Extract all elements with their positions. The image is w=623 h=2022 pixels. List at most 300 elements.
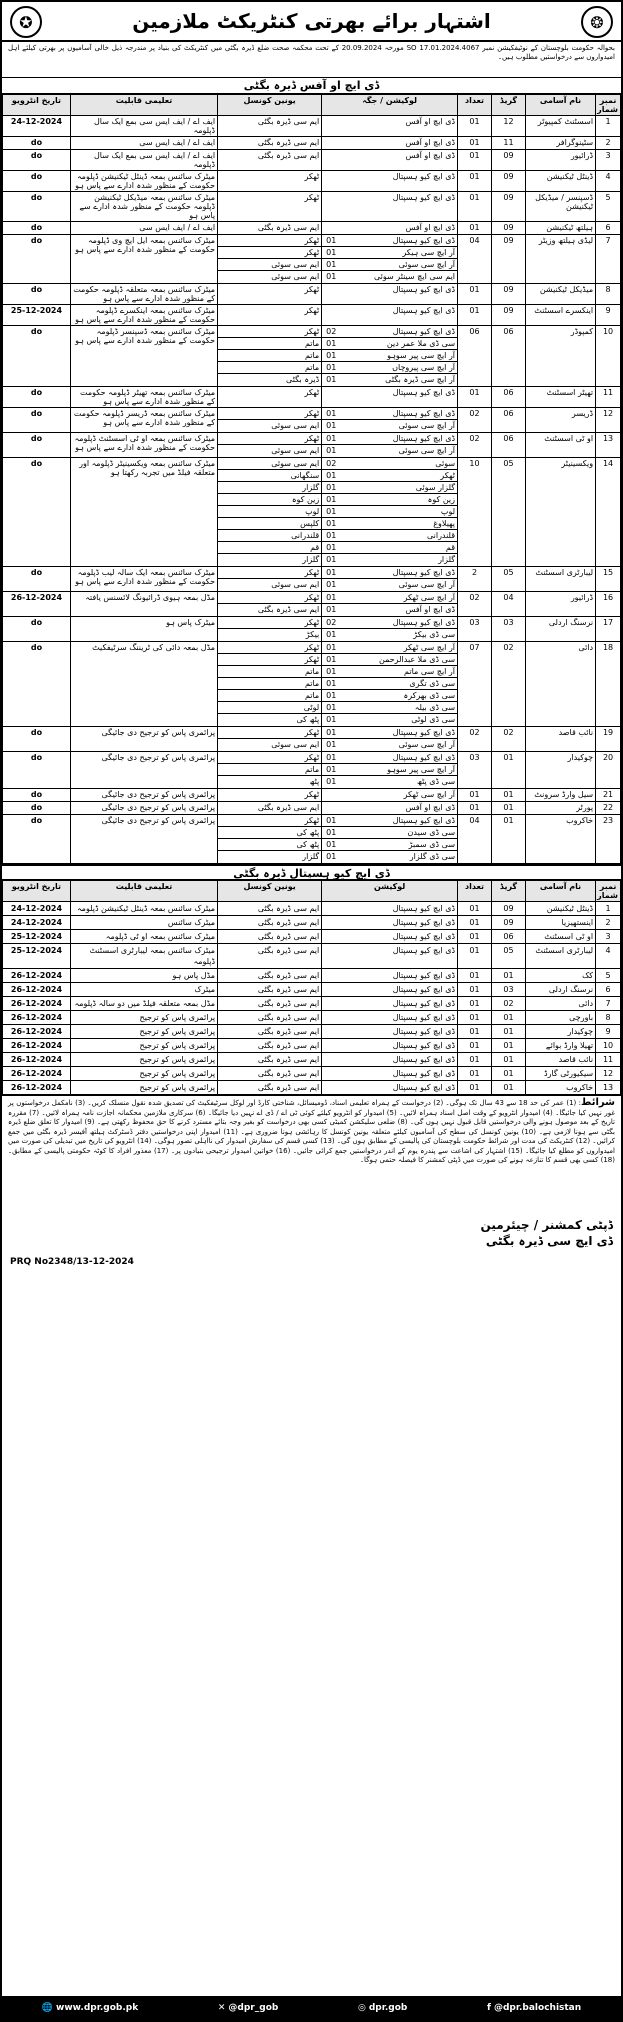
row-post: اینکسرے اسسٹنٹ [525, 305, 595, 326]
location-entry [322, 530, 457, 542]
row-date: 26-12-2024 [3, 997, 71, 1011]
row-post: سیکیورٹی گارڈ [525, 1067, 595, 1081]
location-entry [322, 739, 457, 751]
table-row [3, 387, 621, 408]
location-count: 01 [326, 643, 337, 652]
location-count [322, 284, 340, 296]
header-qualification: تعلیمی قابلیت [70, 881, 217, 902]
quota-entry: قلندرانی [218, 530, 321, 542]
row-locations [322, 752, 458, 789]
row-grade: 09 [491, 192, 525, 222]
location-count [322, 789, 340, 801]
row-quotas [218, 592, 322, 617]
location-entry [322, 374, 457, 386]
row-location: ڈی ایچ کیو ہسپتال [322, 983, 458, 997]
quota-entry: ایم سی سوئی [271, 580, 320, 589]
location-name: آر ایچ سی سوئی [398, 446, 456, 455]
location-entry [322, 666, 457, 678]
location-entry [322, 764, 457, 776]
quota-entry: ٹھکر [218, 727, 321, 739]
location-count: 01 [326, 409, 337, 418]
location-name: ڈی ایچ او آفس [405, 151, 456, 160]
location-name: ڈی ایچ کیو ہسپتال [392, 388, 456, 397]
row-grade: 06 [491, 433, 525, 458]
quota-entry: ٹھکر [304, 388, 320, 397]
row-post: نائب قاصد [525, 727, 595, 752]
footer-facebook[interactable] [487, 2003, 581, 2013]
row-location: ڈی ایچ کیو ہسپتال [322, 1025, 458, 1039]
row-count: 04 [458, 235, 492, 284]
row-post: نرسنگ اردلی [525, 617, 595, 642]
header-date: تاریخ انٹرویو [3, 95, 71, 116]
row-count: 01 [458, 1011, 492, 1025]
row-grade: 09 [491, 222, 525, 235]
row-qualification: ایف اے / ایف ایس سی بمع ایک سال ڈپلومہ [70, 116, 217, 137]
row-quotas [218, 305, 322, 326]
row-count: 04 [458, 815, 492, 864]
location-count [322, 802, 340, 814]
location-name: ڈی ایچ کیو ہسپتال [392, 434, 456, 443]
row-grade: 01 [491, 969, 525, 983]
header-quota: یونین کونسل [218, 881, 322, 902]
location-name: ڈی ایچ او آفس [405, 223, 456, 232]
row-grade: 01 [491, 1053, 525, 1067]
row-grade: 09 [491, 171, 525, 192]
row-grade: 06 [491, 326, 525, 387]
row-quota: ایم سی ڈیرہ بگٹی [218, 1067, 322, 1081]
location-count: 01 [326, 531, 337, 540]
row-sn: 8 [596, 1011, 621, 1025]
location-name: ڈی ایچ کیو ہسپتال [392, 193, 456, 202]
location-entry [322, 326, 457, 338]
table-row [3, 1053, 621, 1067]
row-location: ڈی ایچ کیو ہسپتال [322, 944, 458, 969]
row-sn: 4 [596, 171, 621, 192]
instagram-icon: ◎ [357, 2003, 366, 2013]
location-name: سی ڈی سیدن [407, 828, 456, 837]
row-qualification: پرائمری پاس کو ترجیح [70, 1039, 217, 1053]
location-count [322, 305, 340, 317]
quota-entry: ٹھکر [218, 815, 321, 827]
row-grade: 09 [491, 902, 525, 916]
location-name: آر ایچ سی ماتم [404, 667, 456, 676]
row-quota: ایم سی ڈیرہ بگٹی [218, 983, 322, 997]
location-name: گلزار سوئی [415, 483, 456, 492]
location-count [322, 137, 340, 149]
row-count: 01 [458, 944, 492, 969]
row-qualification: میٹرک سائنس بمعہ لیبارٹری اسسٹنٹ ڈپلومہ [70, 944, 217, 969]
row-post: کمپوڈر [525, 326, 595, 387]
row-sn: 6 [596, 983, 621, 997]
location-entry [322, 752, 457, 764]
location-count: 01 [326, 339, 337, 348]
table-row [3, 1081, 621, 1095]
quota-entry: ایم سی ڈیرہ بگٹی [257, 605, 320, 614]
row-count: 07 [458, 642, 492, 727]
location-count: 01 [326, 715, 337, 724]
row-qualification: میٹرک سائنس [70, 916, 217, 930]
prq-number: PRQ No2348/13-12-2024 [10, 1257, 134, 1267]
twitter-icon: ✕ [217, 2003, 226, 2013]
location-name: ٹھکر [440, 471, 456, 480]
location-entry [322, 470, 457, 482]
location-count: 01 [326, 495, 337, 504]
row-date: 26-12-2024 [3, 1053, 71, 1067]
row-date: 26-12-2024 [3, 1025, 71, 1039]
row-count: 01 [458, 192, 492, 222]
row-count: 02 [458, 433, 492, 458]
location-name: ڈی ایچ کیو ہسپتال [392, 327, 456, 336]
header [2, 2, 621, 42]
row-sn: 2 [596, 137, 621, 150]
location-count: 01 [326, 765, 337, 774]
row-qualification: میٹرک [70, 983, 217, 997]
row-post: چوکیدار [525, 1025, 595, 1039]
row-post: چوکیدار [525, 752, 595, 789]
row-date: do [3, 458, 71, 567]
row-location: ڈی ایچ کیو ہسپتال [322, 916, 458, 930]
location-entry [322, 567, 457, 579]
location-entry [322, 433, 457, 445]
row-post: خاکروب [525, 1081, 595, 1095]
location-count: 01 [326, 679, 337, 688]
header-post: نام آسامی [525, 881, 595, 902]
location-count: 02 [326, 618, 337, 627]
row-qualification: میٹرک سائنس بمعہ تھیٹر ڈپلومہ حکومت کے منظور شدہ ادارے سے پاس ہو [70, 387, 217, 408]
location-name: قم [445, 543, 456, 552]
row-qualification: پرائمری پاس کو ترجیح دی جائیگی [70, 815, 217, 864]
row-qualification: پرائمری پاس کو ترجیح دی جائیگی [70, 752, 217, 789]
row-date: do [3, 192, 71, 222]
quota-entry: ٹھکر [218, 617, 321, 629]
row-count: 01 [458, 1053, 492, 1067]
location-entry [322, 654, 457, 666]
footer-instagram[interactable] [358, 2003, 407, 2013]
table-row [3, 235, 621, 284]
location-entry [322, 678, 457, 690]
dhq-jobs-table [2, 880, 621, 1095]
table-row [3, 284, 621, 305]
row-date: 24-12-2024 [3, 916, 71, 930]
location-count: 01 [326, 605, 337, 614]
location-entry [322, 542, 457, 554]
location-entry [322, 137, 457, 149]
row-quotas [218, 222, 322, 235]
location-name: سی ڈی سمبڑ [408, 840, 456, 849]
location-name: سی ڈی لوٹی [411, 715, 456, 724]
quota-entry: ایم سی سوئی [218, 259, 321, 271]
location-name: سی ڈی ملا عمر دین [386, 339, 456, 348]
row-post: لیڈی ہیلتھ وزیٹر [525, 235, 595, 284]
quota-entry: ایم سی ڈیرہ بگٹی [257, 117, 320, 126]
row-grade: 02 [491, 997, 525, 1011]
quota-entry: ٹھکر [218, 235, 321, 247]
location-name: ڈی ایچ کیو ہسپتال [392, 816, 456, 825]
location-entry [322, 482, 457, 494]
row-qualification: ایف اے / ایف ایس سی [70, 137, 217, 150]
row-grade: 01 [491, 1025, 525, 1039]
location-name: ڈی ایچ کیو ہسپتال [392, 236, 456, 245]
row-qualification: پرائمری پاس کو ترجیح [70, 1011, 217, 1025]
location-name: سوئی [435, 459, 456, 468]
row-quotas [218, 326, 322, 387]
row-qualification: مڈل بمعہ دائی کی ٹریننگ سرٹیفکیٹ [70, 642, 217, 727]
row-sn: 11 [596, 1053, 621, 1067]
quota-entry: ایم سی سوئی [271, 421, 320, 430]
row-quotas [218, 150, 322, 171]
location-entry [322, 851, 457, 863]
location-entry [322, 247, 457, 259]
table-row [3, 222, 621, 235]
row-locations [322, 222, 458, 235]
row-sn: 10 [596, 326, 621, 387]
row-sn: 3 [596, 930, 621, 944]
table-row [3, 408, 621, 433]
row-sn: 8 [596, 284, 621, 305]
quota-entry: سنگھانی [218, 470, 321, 482]
location-name: ڈی ایچ کیو ہسپتال [392, 618, 456, 627]
location-count: 01 [326, 446, 337, 455]
row-date: do [3, 727, 71, 752]
quota-entry: پٹھ [309, 777, 320, 786]
location-name: آر ایچ سی پیر سوہو [387, 351, 456, 360]
row-post: تھیٹر اسسٹنٹ [525, 387, 595, 408]
quota-entry: ٹھکر [304, 790, 320, 799]
quota-entry: گلزار [302, 555, 320, 564]
row-post: دائی [525, 642, 595, 727]
row-locations [322, 802, 458, 815]
row-sn: 18 [596, 642, 621, 727]
row-grade: 01 [491, 1081, 525, 1095]
header-date: تاریخ انٹرویو [3, 881, 71, 902]
row-location: ڈی ایچ کیو ہسپتال [322, 1039, 458, 1053]
location-count: 01 [326, 630, 337, 639]
row-grade: 11 [491, 137, 525, 150]
quota-entry: ماتم [218, 764, 321, 776]
row-qualification: میٹرک سائنس بمعہ اینکسرے ڈپلومہ حکومت کے منظور شدہ ادارے سے پاس ہو [70, 305, 217, 326]
row-grade: 03 [491, 617, 525, 642]
row-date: 26-12-2024 [3, 1067, 71, 1081]
facebook-label: @dpr.balochistan [493, 2003, 582, 2013]
row-count: 06 [458, 326, 492, 387]
row-date: do [3, 567, 71, 592]
row-qualification: میٹرک سائنس بمعہ ڈریسر ڈپلومہ حکومت کے منظور شدہ ادارے سے پاس ہو [70, 408, 217, 433]
location-entry [322, 789, 457, 801]
location-entry [322, 617, 457, 629]
location-entry [322, 815, 457, 827]
location-entry [322, 445, 457, 457]
row-grade: 01 [491, 815, 525, 864]
row-qualification: ایف اے / ایف ایس سی بمع ایک سال ڈپلومہ [70, 150, 217, 171]
dpr-logo-icon: ❂ [581, 6, 613, 38]
row-count: 01 [458, 802, 492, 815]
row-count: 02 [458, 592, 492, 617]
location-name: ڈی ایچ کیو ہسپتال [392, 306, 456, 315]
location-count: 02 [326, 459, 337, 468]
location-count: 01 [326, 740, 337, 749]
location-entry [322, 338, 457, 350]
row-quota: ایم سی ڈیرہ بگٹی [218, 1025, 322, 1039]
row-location: ڈی ایچ کیو ہسپتال [322, 969, 458, 983]
row-qualification: مڈل پاس ہو [70, 969, 217, 983]
row-date: do [3, 387, 71, 408]
row-quota: ایم سی ڈیرہ بگٹی [218, 1053, 322, 1067]
row-sn: 20 [596, 752, 621, 789]
location-entry [322, 518, 457, 530]
row-grade: 05 [491, 944, 525, 969]
row-date: 24-12-2024 [3, 116, 71, 137]
location-name: ڈی ایچ کیو ہسپتال [392, 285, 456, 294]
row-locations [322, 433, 458, 458]
location-count: 01 [326, 351, 337, 360]
row-count: 01 [458, 171, 492, 192]
quota-entry: ماتم [218, 690, 321, 702]
row-post: ڈرائیور [525, 592, 595, 617]
location-entry [322, 579, 457, 591]
row-sn: 12 [596, 1067, 621, 1081]
row-post: او ٹی اسسٹنٹ [525, 433, 595, 458]
row-locations [322, 326, 458, 387]
row-sn: 1 [596, 902, 621, 916]
row-sn: 9 [596, 305, 621, 326]
location-entry [322, 506, 457, 518]
location-entry [322, 222, 457, 234]
row-quotas [218, 789, 322, 802]
quota-entry: ٹھکر [218, 247, 321, 259]
table-row [3, 592, 621, 617]
row-grade: 03 [491, 983, 525, 997]
row-count: 01 [458, 916, 492, 930]
row-post: لیبارٹری اسسٹنٹ [525, 567, 595, 592]
row-date: 25-12-2024 [3, 305, 71, 326]
location-count: 01 [326, 483, 337, 492]
row-count: 01 [458, 150, 492, 171]
row-post: میڈیکل ٹیکنیشن [525, 284, 595, 305]
table-row [3, 617, 621, 642]
row-quotas [218, 284, 322, 305]
location-entry [322, 171, 457, 183]
location-name: ڈی ایچ او آفس [405, 803, 456, 812]
location-entry [322, 802, 457, 814]
row-locations [322, 137, 458, 150]
table-row [3, 802, 621, 815]
row-post: نائب قاصد [525, 1053, 595, 1067]
location-entry [322, 362, 457, 374]
location-entry [322, 350, 457, 362]
row-sn: 9 [596, 1025, 621, 1039]
row-date: 25-12-2024 [3, 930, 71, 944]
row-location: ڈی ایچ کیو ہسپتال [322, 997, 458, 1011]
signatory-title: ڈپٹی کمشنر / چیئرمین [480, 1218, 613, 1232]
location-entry [322, 150, 457, 162]
location-name: آر ایچ سی ہیکر [402, 248, 456, 257]
location-entry [322, 259, 457, 271]
table-row [3, 944, 621, 969]
location-count: 01 [326, 363, 337, 372]
location-entry [322, 284, 457, 296]
footer-twitter[interactable] [218, 2003, 278, 2013]
row-locations [322, 617, 458, 642]
location-count: 01 [326, 840, 337, 849]
row-count: 01 [458, 902, 492, 916]
location-entry [322, 192, 457, 204]
location-count: 01 [326, 272, 337, 281]
row-sn: 15 [596, 567, 621, 592]
row-count: 01 [458, 983, 492, 997]
row-post: ہیلتھ ٹیکنیشن [525, 222, 595, 235]
header-sn: نمبر شمار [596, 95, 621, 116]
row-count: 01 [458, 930, 492, 944]
row-date: do [3, 171, 71, 192]
row-date: 25-12-2024 [3, 944, 71, 969]
row-quotas [218, 617, 322, 642]
location-name: آر ایچ سی سوئی [398, 740, 456, 749]
row-quotas [218, 387, 322, 408]
row-quota: ایم سی ڈیرہ بگٹی [218, 997, 322, 1011]
location-name: سی ڈی بیکڑ [413, 630, 456, 639]
quota-entry: لوٹی [218, 702, 321, 714]
row-grade: 02 [491, 642, 525, 727]
row-quota: ایم سی ڈیرہ بگٹی [218, 916, 322, 930]
location-count: 01 [326, 260, 337, 269]
row-quotas [218, 433, 322, 458]
header-qualification: تعلیمی قابلیت [70, 95, 217, 116]
quota-entry: لوپ [218, 506, 321, 518]
quota-entry: ایم سی سوئی [271, 740, 320, 749]
quota-entry: پٹھ کی [296, 715, 320, 724]
quota-entry: ٹھکر [218, 567, 321, 579]
location-count: 01 [326, 471, 337, 480]
website-label: www.dpr.gob.pk [56, 2003, 139, 2013]
government-seal-icon: ✪ [10, 6, 42, 38]
location-entry [322, 690, 457, 702]
row-count: 2 [458, 567, 492, 592]
quota-entry: ٹھکر [304, 285, 320, 294]
row-location: ڈی ایچ کیو ہسپتال [322, 1081, 458, 1095]
row-count: 01 [458, 137, 492, 150]
row-locations [322, 235, 458, 284]
location-count: 01 [326, 816, 337, 825]
location-count: 01 [326, 593, 337, 602]
row-qualification: پرائمری پاس کو ترجیح دی جائیگی [70, 727, 217, 752]
row-grade: 05 [491, 458, 525, 567]
location-count: 01 [326, 777, 337, 786]
row-grade: 01 [491, 802, 525, 815]
footer-website[interactable] [42, 2003, 138, 2013]
row-sn: 3 [596, 150, 621, 171]
row-date: do [3, 617, 71, 642]
table-row [3, 1067, 621, 1081]
quota-entry: ٹھکر [304, 193, 320, 202]
table-row [3, 983, 621, 997]
location-count: 01 [326, 655, 337, 664]
row-sn: 4 [596, 944, 621, 969]
quota-entry: ٹھکر [218, 654, 321, 666]
row-quota: ایم سی ڈیرہ بگٹی [218, 930, 322, 944]
location-name: گلزار [438, 555, 456, 564]
row-qualification: پرائمری پاس کو ترجیح دی جائیگی [70, 802, 217, 815]
table-row [3, 969, 621, 983]
location-name: ڈی ایچ کیو ہسپتال [392, 753, 456, 762]
row-grade: 06 [491, 387, 525, 408]
table-row [3, 1011, 621, 1025]
row-qualification: میٹرک سائنس بمعہ او ٹی ڈپلومہ [70, 930, 217, 944]
row-locations [322, 171, 458, 192]
location-entry [322, 776, 457, 788]
row-locations [322, 116, 458, 137]
row-post: لیبارٹری اسسٹنٹ [525, 944, 595, 969]
row-date: do [3, 150, 71, 171]
